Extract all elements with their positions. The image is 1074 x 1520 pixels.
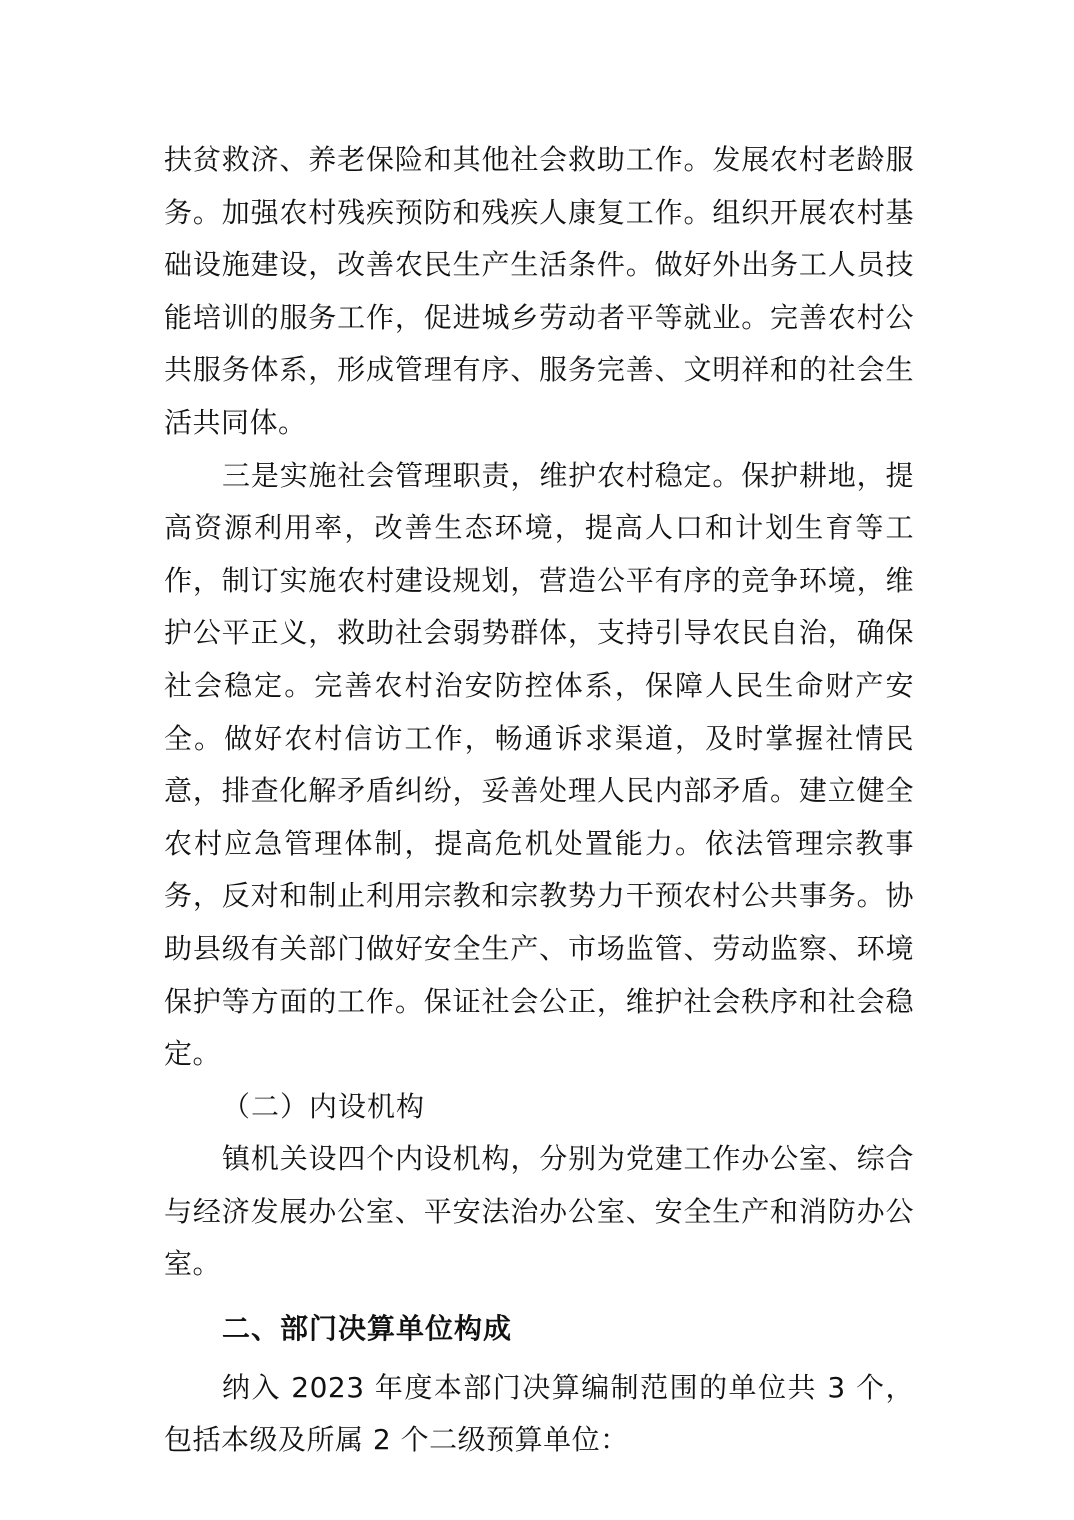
social-management-paragraph: 三是实施社会管理职责，维护农村稳定。保护耕地，提高资源利用率，改善生态环境，提高人口和计划生育等工作，制订实施农村建设规划，营造公平有序的竞争环境，维护公平正义，救助社会弱势群体，支持引导农民自治，确保社会稳定。完善农村治安防控体系，保障人民生命财产安全。做好农村信访工作，畅通诉求渠道，及时掌握社情民意，排查化解矛盾纠纷，妥善处理人民内部矛盾。建立健全农村应急管理体制，提高危机处置能力。依法管理宗教事务，反对和制止利用宗教和宗教势力干预农村公共事务。协助县级有关部门做好安全生产、市场监管、劳动监察、环境保护等方面的工作。保证社会公正，维护社会秩序和社会稳定。 [164,458,914,1071]
document-body [164,134,914,1467]
composition-paragraph: 纳入 2023 年度本部门决算编制范围的单位共 3 个，包括本级及所属 2 个二级预算单位： [164,1370,914,1457]
section-heading-unit-composition: 二、部门决算单位构成 [222,1312,513,1346]
institutions-paragraph: 镇机关设四个内设机构，分别为党建工作办公室、综合与经济发展办公室、平安法治办公室、安全生产和消防办公室。 [164,1142,914,1281]
continued-paragraph: 扶贫救济、养老保险和其他社会救助工作。发展农村老龄服务。加强农村残疾预防和残疾人康复工作。组织开展农村基础设施建设，改善农民生产生活条件。做好外出务工人员技能培训的服务工作，促进城乡劳动者平等就业。完善农村公共服务体系，形成管理有序、服务完善、文明祥和的社会生活共同体。 [164,143,914,439]
subheading-internal-institutions: （二）内设机构 [222,1089,426,1123]
